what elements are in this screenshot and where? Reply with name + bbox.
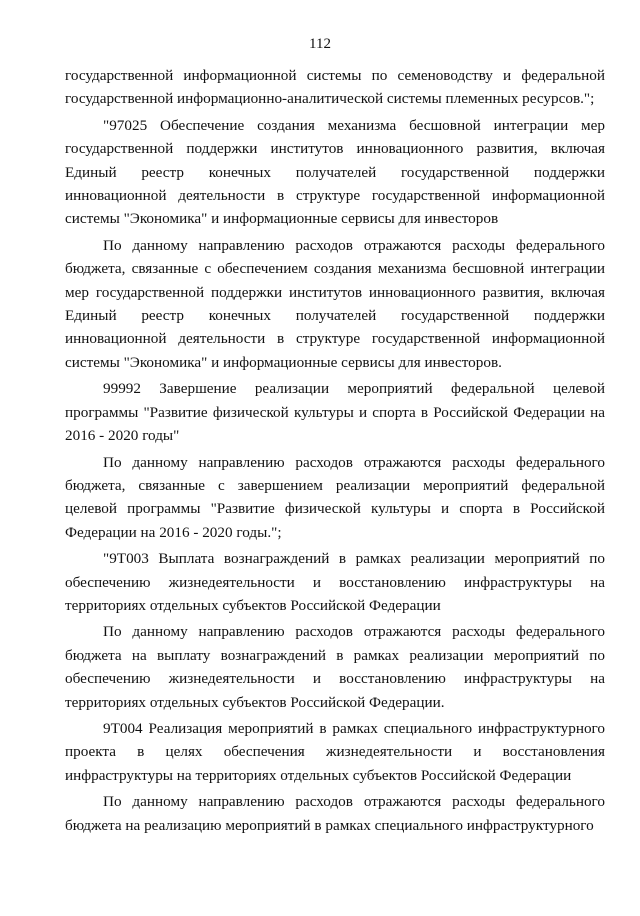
paragraph-97025-heading: "97025 Обеспечение создания механизма бесшовной интеграции мер государственной поддержки институтов инновационного развития, включая Единый реестр конечных получателей государственной поддержки инновационной деятельности в структуре государственной информационной системы "Экономика" и информационные сервисы для инвесторов — [65, 116, 605, 228]
paragraph-9t004-description: По данному направлению расходов отражаются расходы федерального бюджета на реализацию мероприятий в рамках специального инфраструктурного — [65, 793, 605, 834]
paragraph-99992-heading: 99992 Завершение реализации мероприятий федеральной целевой программы "Развитие физической культуры и спорта в Российской Федерации на 2016 - 2020 годы" — [65, 380, 605, 445]
paragraph-9t004-heading: 9Т004 Реализация мероприятий в рамках специального инфраструктурного проекта в целях обеспечения жизнедеятельности и восстановления инфраструктуры на территориях отдельных субъектов Российской Федерации — [65, 719, 605, 784]
paragraph-9t003-description: По данному направлению расходов отражаются расходы федерального бюджета на выплату вознаграждений в рамках реализации мероприятий по обеспечению жизнедеятельности и восстановлению инфраструктуры на территориях отдельных субъектов Российской Федерации. — [65, 623, 605, 711]
paragraph-9t003-heading: "9Т003 Выплата вознаграждений в рамках реализации мероприятий по обеспечению жизнедеятельности и восстановлению инфраструктуры на территориях отдельных субъектов Российской Федерации — [65, 550, 605, 614]
paragraph-97025-description: По данному направлению расходов отражаются расходы федерального бюджета, связанные с обеспечением создания механизма бесшовной интеграции мер государственной поддержки институтов инновационного развития, включая Единый реестр конечных получателей государственной поддержки инновационной деятельности в структуре государственной информационной системы "Экономика" и информационные сервисы для инвесторов. — [65, 236, 605, 371]
paragraph-continuation: государственной информационной системы по семеноводству и федеральной государственной информационно-аналитической системы племенных ресурсов."; — [65, 67, 605, 108]
page-number: 112 — [309, 36, 331, 52]
paragraph-99992-description: По данному направлению расходов отражаются расходы федерального бюджета, связанные с завершением реализации мероприятий федеральной целевой программы "Развитие физической культуры и спорта в Российской Федерации на 2016 - 2020 годы."; — [65, 453, 605, 541]
document-body — [65, 64, 605, 840]
